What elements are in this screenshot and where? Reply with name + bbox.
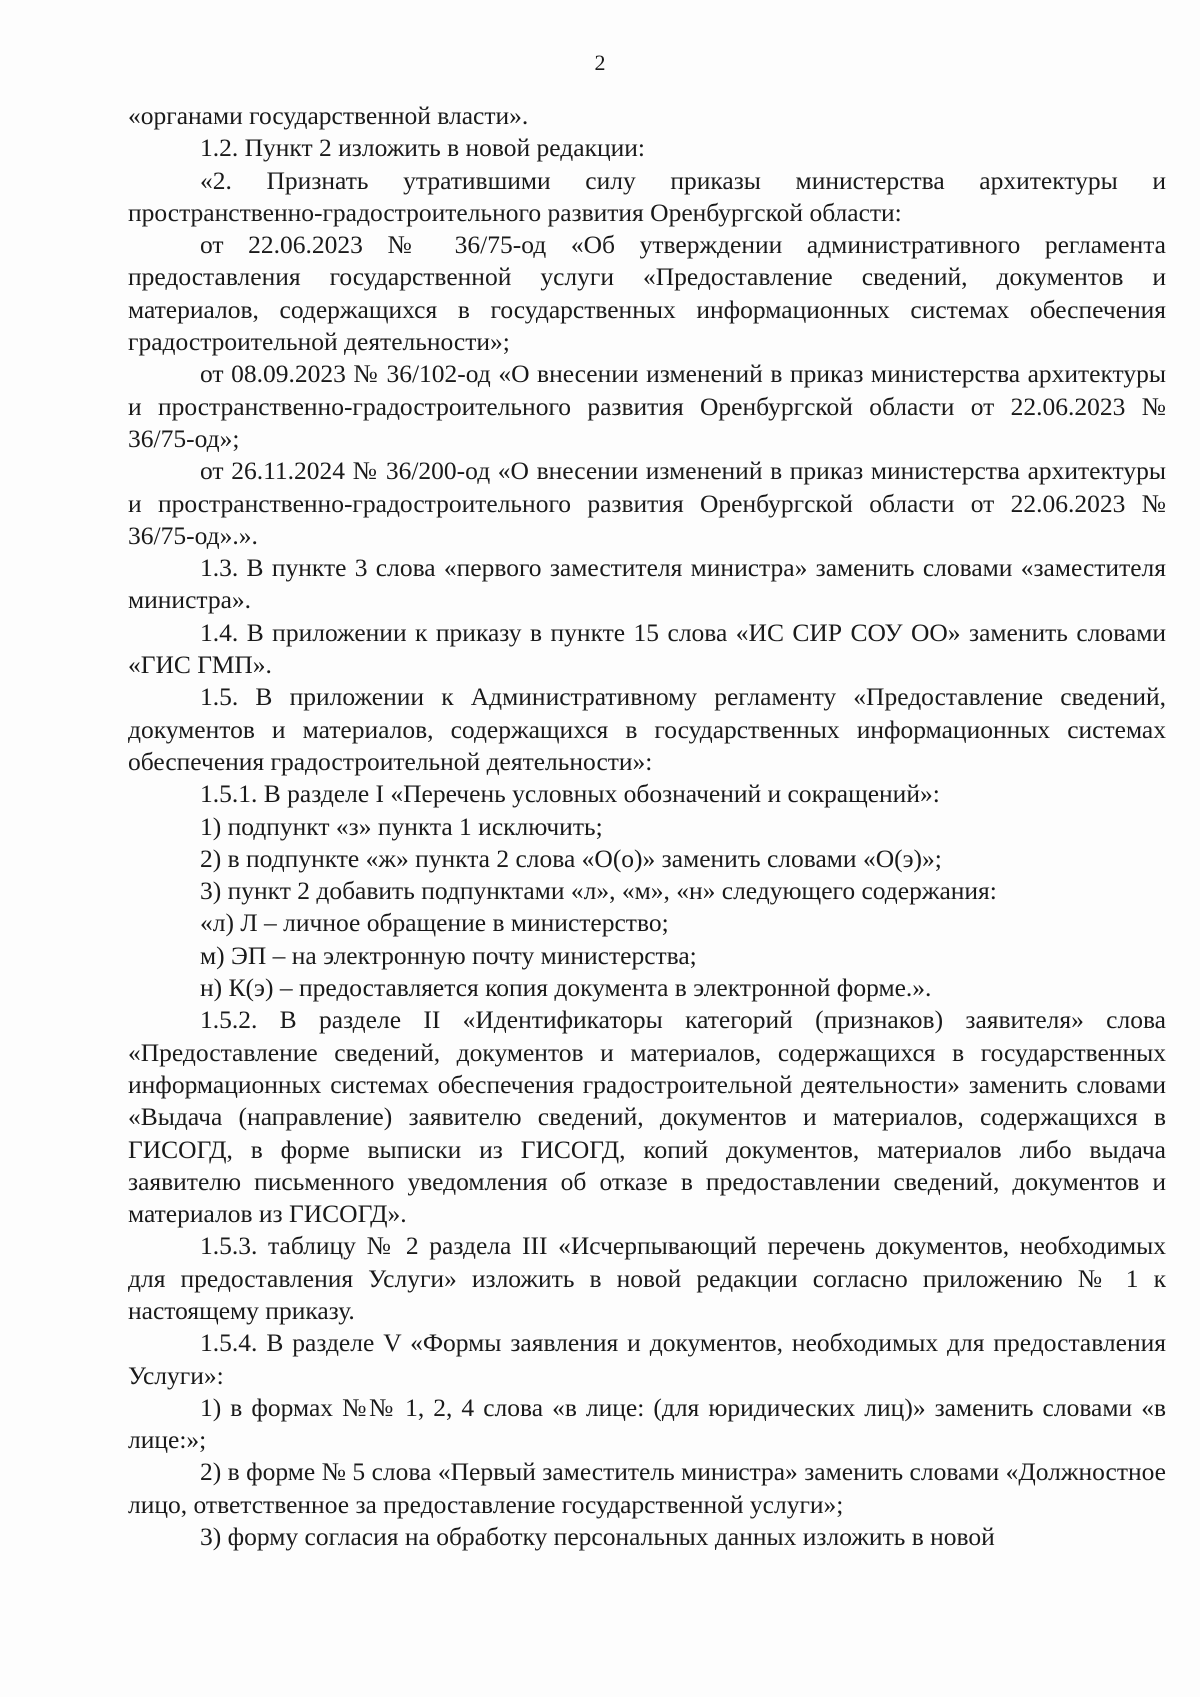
paragraph-1-5-2: 1.5.2. В разделе II «Идентификаторы категорий (признаков) заявителя» слова «Предоставление сведений, документов и материалов, содержащихся в государственных информационных системах обеспечения градостроительной деятельности» заменить словами «Выдача (направление) заявителю сведений, документов и материалов, содержащихся в ГИСОГД, в форме выписки из ГИСОГД, копий документов, материалов либо выдача заявителю письменного уведомления об отказе в предоставлении сведений, документов и материалов из ГИСОГД». [128,1005,1166,1229]
paragraph-order-26-11-2024: от 26.11.2024 № 36/200-од «О внесении изменений в приказ министерства архитектуры и пространственно-градостроительного развития Оренбургской области от 22.06.2023 № 36/75-од».». [128,456,1166,550]
paragraph-order-08-09-2023: от 08.09.2023 № 36/102-од «О внесении изменений в приказ министерства архитектуры и пространственно-градостроительного развития Оренбургской области от 22.06.2023 № 36/75-од»; [128,359,1166,453]
form-item-3: 3) форму согласия на обработку персональных данных изложить в новой [200,1522,995,1552]
paragraph-1-5-1: 1.5.1. В разделе I «Перечень условных обозначений и сокращений»: [200,779,940,809]
document-body [128,100,1166,1553]
list-item-n: н) К(э) – предоставляется копия документа в электронной форме.». [200,973,932,1003]
paragraph-item-2: «2. Признать утратившими силу приказы министерства архитектуры и пространственно-градостроительного развития Оренбургской области: [128,165,1166,227]
paragraph-continuation: «органами государственной власти». [128,101,529,130]
paragraph-order-22-06-2023: от 22.06.2023 № 36/75-од «Об утверждении административного регламента предоставления государственной услуги «Предоставление сведений, документов и материалов, содержащихся в государственных информационных системах обеспечения градостроительной деятельности»; [128,230,1166,357]
form-item-2: 2) в форме № 5 слова «Первый заместитель министра» заменить словами «Должностное лицо, ответственное за предоставление государственной услуги»; [128,1457,1166,1519]
list-item-3: 3) пункт 2 добавить подпунктами «л», «м», «н» следующего содержания: [200,876,997,906]
list-item-1: 1) подпункт «з» пункта 1 исключить; [200,811,603,841]
page-number: 2 [594,50,606,75]
paragraph-1-5-4: 1.5.4. В разделе V «Формы заявления и документов, необходимых для предоставления Услуги»: [128,1328,1166,1390]
paragraph-1-3: 1.3. В пункте 3 слова «первого заместителя министра» заменить словами «заместителя министра». [128,553,1166,615]
list-item-l: «л) Л – личное обращение в министерство; [200,908,669,938]
form-item-1: 1) в формах №№ 1, 2, 4 слова «в лице: (для юридических лиц)» заменить словами «в лице:»; [128,1392,1166,1455]
paragraph-1-4: 1.4. В приложении к приказу в пункте 15 слова «ИС СИР СОУ ОО» заменить словами «ГИС ГМП». [128,617,1166,680]
paragraph-1-2: 1.2. Пункт 2 изложить в новой редакции: [200,133,645,163]
paragraph-1-5: 1.5. В приложении к Административному регламенту «Предоставление сведений, документов и материалов, содержащихся в государственных информационных системах обеспечения градостроительной деятельности»: [128,682,1166,776]
list-item-2: 2) в подпункте «ж» пункта 2 слова «О(о)» заменить словами «О(э)»; [200,843,942,873]
list-item-m: м) ЭП – на электронную почту министерства; [200,940,697,970]
paragraph-1-5-3: 1.5.3. таблицу № 2 раздела III «Исчерпывающий перечень документов, необходимых для предоставления Услуги» изложить в новой редакции согласно приложению № 1 к настоящему приказу. [128,1231,1166,1325]
